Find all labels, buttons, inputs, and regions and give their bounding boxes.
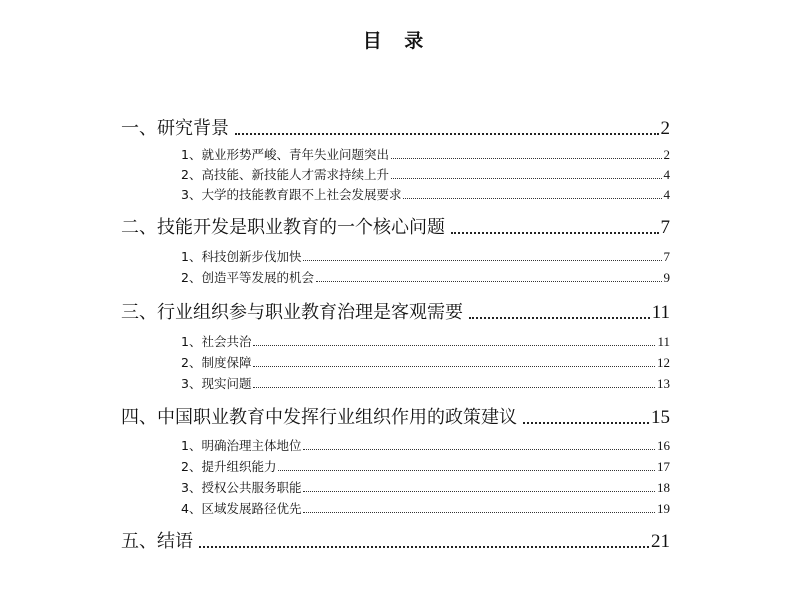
dot-leader (303, 511, 655, 513)
toc-entry-subsection[interactable] (181, 332, 670, 348)
dot-leader (253, 365, 655, 367)
toc-entry-title: 2、高技能、新技能人才需求持续上升 (181, 166, 389, 182)
toc-entry-subsection[interactable] (181, 185, 670, 201)
toc-entry-title: 2、制度保障 (181, 354, 252, 370)
dot-leader (253, 386, 655, 388)
toc-page-number: 21 (651, 531, 670, 552)
toc-entry-title: 1、社会共治 (181, 333, 252, 349)
dot-leader (199, 545, 649, 548)
dot-leader (253, 344, 655, 346)
toc-entry-title: 1、就业形势严峻、青年失业问题突出 (181, 146, 389, 162)
toc-entry-title: 1、明确治理主体地位 (181, 437, 302, 453)
toc-page-number: 18 (657, 480, 670, 495)
toc-entry-subsection[interactable] (181, 478, 670, 494)
toc-page-number: 4 (663, 187, 670, 202)
toc-entry-title: 二、技能开发是职业教育的一个核心问题 (121, 217, 445, 238)
toc-page-number: 15 (651, 407, 670, 428)
toc-entry-title: 五、结语 (121, 531, 193, 552)
toc-page-number: 17 (657, 459, 670, 474)
dot-leader (403, 197, 661, 199)
dot-leader (523, 421, 649, 424)
toc-entry-subsection[interactable] (181, 436, 670, 452)
toc-entry-title: 4、区域发展路径优先 (181, 500, 302, 516)
toc-entry-subsection[interactable] (181, 247, 670, 263)
toc-entry-subsection[interactable] (181, 165, 670, 181)
toc-entry-section-3[interactable] (121, 298, 670, 322)
toc-entry-title: 3、授权公共服务职能 (181, 479, 302, 495)
toc-entry-section-1[interactable] (121, 114, 670, 138)
toc-entry-section-2[interactable] (121, 213, 670, 237)
toc-entry-subsection[interactable] (181, 268, 670, 284)
toc-entry-title: 一、研究背景 (121, 118, 229, 139)
toc-page-number: 12 (657, 355, 670, 370)
toc-page-number: 2 (663, 147, 670, 162)
toc-entry-subsection[interactable] (181, 353, 670, 369)
toc-page-number: 7 (663, 249, 670, 264)
dot-leader (391, 177, 662, 179)
toc-entry-title: 3、现实问题 (181, 375, 252, 391)
toc-page-number: 7 (660, 217, 670, 238)
toc-page-number: 9 (663, 270, 670, 285)
dot-leader (469, 316, 650, 319)
dot-leader (391, 157, 662, 159)
dot-leader (451, 231, 659, 234)
toc-entry-subsection[interactable] (181, 457, 670, 473)
toc-page-number: 11 (657, 334, 670, 349)
toc-entry-title: 3、大学的技能教育跟不上社会发展要求 (181, 186, 402, 202)
dot-leader (303, 259, 661, 261)
toc-entry-subsection[interactable] (181, 499, 670, 515)
dot-leader (235, 132, 659, 135)
toc-entry-title: 2、提升组织能力 (181, 458, 277, 474)
toc-entry-section-4[interactable] (121, 403, 670, 427)
toc-page-number: 2 (660, 118, 670, 139)
toc-entry-title: 三、行业组织参与职业教育治理是客观需要 (121, 302, 463, 323)
toc-page-number: 13 (657, 376, 670, 391)
toc-entry-subsection[interactable] (181, 374, 670, 390)
dot-leader (303, 490, 655, 492)
toc-page-number: 4 (663, 167, 670, 182)
toc-entry-subsection[interactable] (181, 145, 670, 161)
toc-page-number: 11 (651, 302, 670, 323)
toc-page-number: 16 (657, 438, 670, 453)
toc-page-number: 19 (657, 501, 670, 516)
dot-leader (303, 448, 655, 450)
dot-leader (316, 280, 662, 282)
page-title: 目 录 (362, 30, 432, 52)
toc-entry-section-5[interactable] (121, 527, 670, 551)
toc-entry-title: 四、中国职业教育中发挥行业组织作用的政策建议 (121, 407, 517, 428)
toc-entry-title: 2、创造平等发展的机会 (181, 269, 314, 285)
dot-leader (278, 469, 655, 471)
toc-entry-title: 1、科技创新步伐加快 (181, 248, 302, 264)
